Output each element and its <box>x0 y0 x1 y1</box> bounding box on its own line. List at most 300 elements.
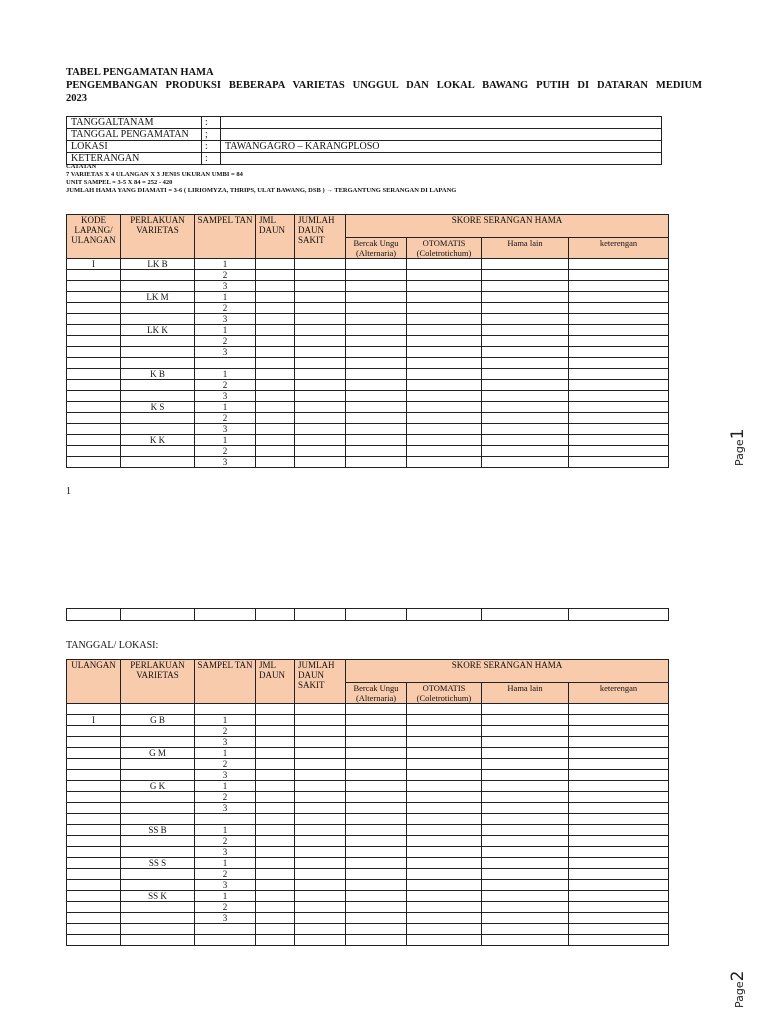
table-cell <box>256 270 295 281</box>
table-cell <box>569 748 669 759</box>
table-cell <box>295 924 346 935</box>
table-cell <box>482 924 569 935</box>
header-kode-lapang: KODE LAPANG/ ULANGAN <box>67 215 121 259</box>
table-cell <box>67 402 121 413</box>
table-cell <box>569 803 669 814</box>
table-cell <box>256 391 295 402</box>
metadata-label: TANGGAL PENGAMATAN <box>67 129 202 141</box>
table-cell <box>256 609 295 621</box>
table-cell: 1 <box>195 369 256 380</box>
table-cell <box>256 336 295 347</box>
table-cell <box>569 792 669 803</box>
table-cell <box>295 869 346 880</box>
table-cell <box>67 792 121 803</box>
table-cell <box>256 380 295 391</box>
table-row <box>67 292 669 303</box>
table-cell <box>346 314 407 325</box>
table-row <box>67 347 669 358</box>
table-cell <box>482 880 569 891</box>
table-cell <box>407 259 482 270</box>
page-mark-2 <box>728 971 748 1008</box>
table-cell <box>67 347 121 358</box>
table-row <box>67 792 669 803</box>
table-cell <box>482 369 569 380</box>
table-cell <box>482 737 569 748</box>
table-cell <box>67 314 121 325</box>
table-cell <box>67 847 121 858</box>
table-row <box>67 380 669 391</box>
metadata-row <box>67 129 662 141</box>
table-cell <box>569 314 669 325</box>
table-cell <box>346 913 407 924</box>
table-cell: 1 <box>195 292 256 303</box>
table-cell <box>295 457 346 468</box>
table-cell <box>256 825 295 836</box>
table-cell <box>346 792 407 803</box>
table-row <box>67 369 669 380</box>
table-cell <box>482 913 569 924</box>
table-cell: 2 <box>195 446 256 457</box>
table-cell <box>346 303 407 314</box>
table-cell: K K <box>121 435 195 446</box>
table-cell: 3 <box>195 281 256 292</box>
table-row <box>67 935 669 946</box>
table-cell: K S <box>121 402 195 413</box>
table-cell <box>569 609 669 621</box>
table-cell <box>67 457 121 468</box>
table-cell <box>482 715 569 726</box>
table-cell <box>67 726 121 737</box>
table-cell <box>569 259 669 270</box>
table-cell <box>346 609 407 621</box>
table-cell <box>67 836 121 847</box>
table-cell: 2 <box>195 726 256 737</box>
table-cell <box>121 737 195 748</box>
table-cell <box>256 869 295 880</box>
table-cell <box>569 446 669 457</box>
table-cell <box>295 292 346 303</box>
table-cell <box>256 726 295 737</box>
table-cell <box>195 704 256 715</box>
table-cell <box>295 715 346 726</box>
table-cell <box>407 759 482 770</box>
table-cell <box>295 369 346 380</box>
table-cell <box>67 609 121 621</box>
header-jml-daun: JML DAUN <box>256 660 295 704</box>
table-cell <box>67 913 121 924</box>
header-jumlah-daun-sakit: JUMLAH DAUN SAKIT <box>295 660 346 704</box>
header-sampel-tan: SAMPEL TAN <box>195 215 256 259</box>
table-row <box>67 391 669 402</box>
table-cell: 1 <box>195 858 256 869</box>
table-cell <box>121 446 195 457</box>
table-cell: 1 <box>195 715 256 726</box>
page-mark-word: Page <box>733 439 746 466</box>
table-cell: 1 <box>195 891 256 902</box>
table-row <box>67 858 669 869</box>
table-cell <box>482 391 569 402</box>
table-cell <box>407 924 482 935</box>
table-cell <box>121 880 195 891</box>
table-cell: 2 <box>195 792 256 803</box>
table-cell <box>407 369 482 380</box>
table-cell <box>346 336 407 347</box>
table-cell <box>482 704 569 715</box>
table-cell <box>482 435 569 446</box>
table-cell <box>121 270 195 281</box>
table-cell <box>482 270 569 281</box>
table-cell <box>346 935 407 946</box>
table-cell <box>407 935 482 946</box>
table-cell <box>295 913 346 924</box>
table-cell <box>407 358 482 369</box>
table-cell <box>67 803 121 814</box>
table-cell <box>295 880 346 891</box>
table-cell <box>256 880 295 891</box>
table-cell <box>121 869 195 880</box>
table-cell <box>256 737 295 748</box>
table-cell <box>482 314 569 325</box>
table-cell <box>407 435 482 446</box>
table-cell <box>482 457 569 468</box>
table-cell <box>407 292 482 303</box>
table-cell <box>569 814 669 825</box>
table-cell <box>482 292 569 303</box>
table-cell <box>569 913 669 924</box>
table-cell <box>195 935 256 946</box>
table-row <box>67 748 669 759</box>
table-cell <box>569 325 669 336</box>
table-cell: LK K <box>121 325 195 336</box>
table-cell <box>569 424 669 435</box>
table-cell: SS K <box>121 891 195 902</box>
header-skore-serangan-hama: SKORE SERANGAN HAMA <box>346 215 669 238</box>
table-cell <box>407 814 482 825</box>
metadata-separator: : <box>202 141 221 153</box>
table-cell <box>346 748 407 759</box>
table-cell <box>67 325 121 336</box>
table-cell <box>121 609 195 621</box>
table-cell <box>569 704 669 715</box>
header-jml-daun: JML DAUN <box>256 215 295 259</box>
table-cell <box>295 759 346 770</box>
table-cell <box>569 726 669 737</box>
table-row <box>67 336 669 347</box>
table-cell <box>346 858 407 869</box>
table-cell <box>346 704 407 715</box>
table-cell <box>67 303 121 314</box>
table-cell <box>346 891 407 902</box>
table-cell <box>569 737 669 748</box>
table-cell <box>256 413 295 424</box>
table-cell <box>121 902 195 913</box>
table-cell <box>295 770 346 781</box>
table-cell <box>569 292 669 303</box>
title-line-1: TABEL PENGAMATAN HAMA <box>66 67 214 78</box>
table-cell <box>346 380 407 391</box>
metadata-separator: : <box>202 117 221 129</box>
table-cell <box>121 726 195 737</box>
table-cell: I <box>67 715 121 726</box>
table-cell <box>407 446 482 457</box>
table-cell <box>121 303 195 314</box>
table-cell: 3 <box>195 314 256 325</box>
header-bercak-ungu: Bercak Ungu (Alternaria) <box>346 238 407 259</box>
table-cell: 1 <box>195 825 256 836</box>
table-cell <box>295 325 346 336</box>
table-cell <box>67 358 121 369</box>
page-mark-number: 1 <box>728 428 748 440</box>
table-cell <box>67 391 121 402</box>
table-row <box>67 726 669 737</box>
table-cell <box>482 792 569 803</box>
table-cell <box>482 303 569 314</box>
table-row <box>67 704 669 715</box>
table-cell <box>295 336 346 347</box>
table-cell <box>256 303 295 314</box>
table-cell <box>121 704 195 715</box>
table-cell <box>482 380 569 391</box>
table-cell <box>569 924 669 935</box>
table-cell <box>407 270 482 281</box>
table-cell: 1 <box>195 435 256 446</box>
table-cell <box>295 726 346 737</box>
table-cell <box>195 609 256 621</box>
table-cell <box>482 759 569 770</box>
table-cell <box>482 726 569 737</box>
table-cell <box>67 424 121 435</box>
blank-row <box>67 609 669 621</box>
table-cell <box>195 924 256 935</box>
table-cell <box>407 303 482 314</box>
table-cell <box>482 781 569 792</box>
table-cell <box>407 347 482 358</box>
table-cell <box>482 358 569 369</box>
table-cell <box>346 259 407 270</box>
table-cell <box>346 814 407 825</box>
table-cell <box>295 704 346 715</box>
table-cell <box>67 924 121 935</box>
table-cell <box>121 336 195 347</box>
table-cell <box>569 880 669 891</box>
table-cell <box>256 402 295 413</box>
table-cell <box>295 391 346 402</box>
metadata-separator: : <box>202 153 221 165</box>
notes-line: UNIT SAMPEL = 3-5 X 84 = 252 - 420 <box>66 179 173 186</box>
table-cell: K B <box>121 369 195 380</box>
table-cell: 3 <box>195 347 256 358</box>
table-cell <box>121 380 195 391</box>
table-row <box>67 435 669 446</box>
table-cell <box>482 281 569 292</box>
table-row <box>67 847 669 858</box>
table-cell: 3 <box>195 880 256 891</box>
table-cell <box>407 913 482 924</box>
table-cell <box>482 814 569 825</box>
table-cell <box>346 435 407 446</box>
table-cell <box>407 609 482 621</box>
table-cell: 2 <box>195 413 256 424</box>
header-jumlah-daun-sakit: JUMLAH DAUN SAKIT <box>295 215 346 259</box>
table-cell <box>256 924 295 935</box>
table-cell: 1 <box>195 402 256 413</box>
notes-line: 7 VARIETAS X 4 ULANGAN X 3 JENIS UKURAN UMBI = 84 <box>66 171 243 178</box>
table-cell <box>295 347 346 358</box>
table-cell <box>407 869 482 880</box>
header-perlakuan-varietas: PERLAKUAN VARIETAS <box>121 215 195 259</box>
title-line-3: 2023 <box>66 93 87 104</box>
table-cell: 3 <box>195 391 256 402</box>
table-cell <box>407 858 482 869</box>
table-cell <box>295 259 346 270</box>
table-cell <box>569 836 669 847</box>
table-cell: 3 <box>195 803 256 814</box>
table-row <box>67 303 669 314</box>
table-cell: 1 <box>195 748 256 759</box>
table-cell <box>121 347 195 358</box>
table-cell: 2 <box>195 270 256 281</box>
table-cell <box>407 891 482 902</box>
table-row <box>67 913 669 924</box>
table-cell <box>346 825 407 836</box>
table-cell: 3 <box>195 424 256 435</box>
table-cell <box>67 270 121 281</box>
table-row <box>67 358 669 369</box>
table-cell: 2 <box>195 836 256 847</box>
table-cell <box>482 259 569 270</box>
table-cell <box>256 935 295 946</box>
table-cell <box>482 803 569 814</box>
table-cell <box>256 314 295 325</box>
header-otomatis: OTOMATIS (Coletrotichum) <box>407 238 482 259</box>
table-cell <box>407 770 482 781</box>
table-cell: I <box>67 259 121 270</box>
table-cell <box>67 737 121 748</box>
table-cell: G B <box>121 715 195 726</box>
table-cell <box>295 270 346 281</box>
table-cell <box>295 781 346 792</box>
table-cell <box>121 281 195 292</box>
table-cell <box>256 281 295 292</box>
tanggal-lokasi-label: TANGGAL/ LOKASI: <box>66 640 159 651</box>
table-row <box>67 325 669 336</box>
table-cell <box>407 825 482 836</box>
table-cell <box>482 847 569 858</box>
metadata-value: TAWANGAGRO – KARANGPLOSO <box>221 141 662 153</box>
table-cell <box>67 748 121 759</box>
table-cell <box>407 314 482 325</box>
table-cell <box>295 858 346 869</box>
table-cell: 2 <box>195 303 256 314</box>
observation-table-2 <box>66 659 669 946</box>
table-cell <box>256 759 295 770</box>
table-cell <box>482 770 569 781</box>
table-cell <box>569 457 669 468</box>
table-cell <box>67 336 121 347</box>
table-cell <box>121 391 195 402</box>
table-cell: G K <box>121 781 195 792</box>
table-cell <box>482 446 569 457</box>
table-cell <box>569 413 669 424</box>
table-cell <box>346 457 407 468</box>
table-cell <box>121 803 195 814</box>
table-cell <box>346 836 407 847</box>
table-cell <box>569 781 669 792</box>
table-cell <box>295 358 346 369</box>
table-cell <box>67 413 121 424</box>
table-cell <box>346 391 407 402</box>
table-cell <box>407 457 482 468</box>
table-cell <box>295 446 346 457</box>
header-hama-lain: Hama lain <box>482 238 569 259</box>
table-cell <box>569 347 669 358</box>
table-cell <box>346 413 407 424</box>
table-cell <box>346 358 407 369</box>
title-line-2: PENGEMBANGAN PRODUKSI BEBERAPA VARIETAS UNGGUL DAN LOKAL BAWANG PUTIH DI DATARAN MEDIUM <box>66 80 702 91</box>
table-cell: 1 <box>195 781 256 792</box>
table-cell <box>256 781 295 792</box>
table-cell <box>346 880 407 891</box>
table-cell <box>346 270 407 281</box>
metadata-row <box>67 117 662 129</box>
table-cell <box>346 869 407 880</box>
table-row <box>67 413 669 424</box>
table-cell <box>569 715 669 726</box>
table-cell <box>346 446 407 457</box>
table-cell <box>407 737 482 748</box>
table-cell <box>482 748 569 759</box>
table-cell <box>407 391 482 402</box>
table-cell: 2 <box>195 336 256 347</box>
table-cell <box>295 303 346 314</box>
table-cell <box>256 847 295 858</box>
header-sampel-tan: SAMPEL TAN <box>195 660 256 704</box>
table-cell <box>295 847 346 858</box>
page-number-text: 1 <box>66 486 71 497</box>
table-cell <box>295 413 346 424</box>
table-cell <box>121 847 195 858</box>
table-cell <box>295 435 346 446</box>
table-cell <box>407 413 482 424</box>
table-cell <box>346 715 407 726</box>
table-cell <box>407 847 482 858</box>
table-cell <box>295 737 346 748</box>
table-cell <box>482 609 569 621</box>
table-row <box>67 259 669 270</box>
table-cell <box>407 715 482 726</box>
page-mark-1 <box>728 429 748 466</box>
document-title <box>66 66 702 105</box>
table-cell <box>407 781 482 792</box>
table-cell: SS S <box>121 858 195 869</box>
table-cell <box>407 380 482 391</box>
table-cell: 1 <box>195 259 256 270</box>
table-cell <box>482 869 569 880</box>
table-row <box>67 825 669 836</box>
table-row <box>67 814 669 825</box>
table-cell <box>569 869 669 880</box>
table-cell <box>256 858 295 869</box>
table-cell <box>67 781 121 792</box>
header-otomatis: OTOMATIS (Coletrotichum) <box>407 683 482 704</box>
table-cell <box>295 935 346 946</box>
table-cell <box>346 281 407 292</box>
table-cell <box>256 292 295 303</box>
table-cell: LK M <box>121 292 195 303</box>
table-row <box>67 924 669 935</box>
table-cell <box>482 347 569 358</box>
table-cell <box>346 292 407 303</box>
